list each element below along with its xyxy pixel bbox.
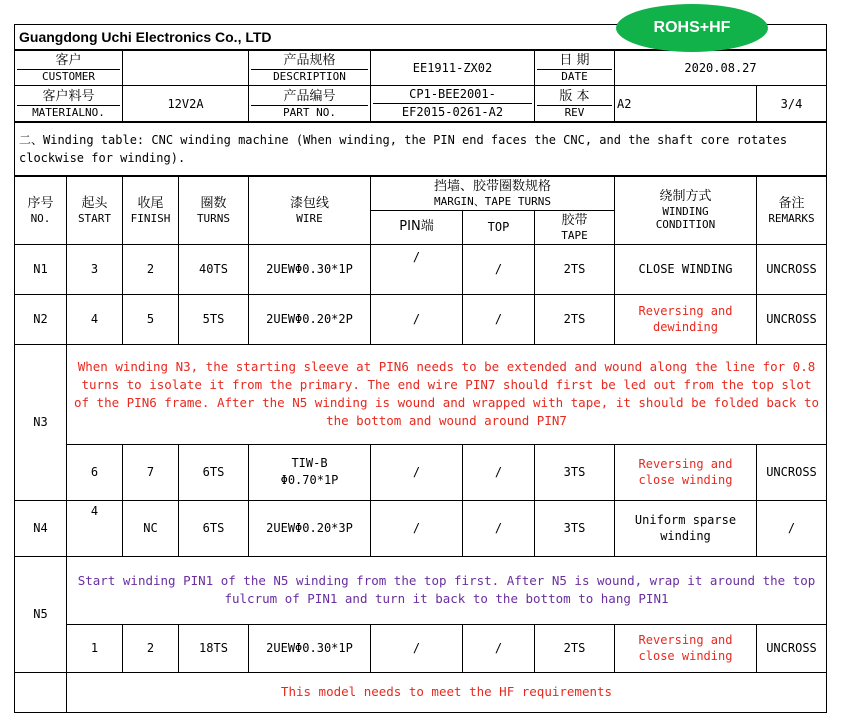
winding-condition: Reversing and close winding bbox=[615, 624, 757, 672]
finish-pin: NC bbox=[123, 500, 179, 556]
start-pin: 1 bbox=[67, 624, 123, 672]
table-row bbox=[15, 444, 827, 500]
wire: TIW-B Φ0.70*1P bbox=[249, 444, 371, 500]
date-label: 日 期 DATE bbox=[535, 50, 615, 86]
table-row bbox=[15, 500, 827, 556]
remarks: / bbox=[757, 500, 827, 556]
pin-end: / bbox=[371, 500, 463, 556]
spec-table bbox=[14, 24, 827, 713]
winding-note: Start winding PIN1 of the N5 winding from the top first. After N5 is wound, wrap it around the top fulcrum of PIN1 and turn it back to the bottom to hang PIN1 bbox=[67, 556, 827, 624]
material-value: 12V2A bbox=[123, 86, 249, 123]
customer-value bbox=[123, 50, 249, 86]
turns: 40TS bbox=[179, 244, 249, 294]
start-pin: 4 bbox=[67, 294, 123, 344]
tape: 2TS bbox=[535, 624, 615, 672]
footer-blank bbox=[15, 672, 67, 712]
partno-label: 产品编号 PART NO. bbox=[249, 86, 371, 123]
start-pin: 3 bbox=[67, 244, 123, 294]
col-top: TOP bbox=[463, 210, 535, 244]
turns: 5TS bbox=[179, 294, 249, 344]
page-number: 3/4 bbox=[757, 86, 827, 123]
material-label: 客户料号 MATERIALNO. bbox=[15, 86, 123, 123]
start-pin: 6 bbox=[67, 444, 123, 500]
top: / bbox=[463, 624, 535, 672]
winding-condition: CLOSE WINDING bbox=[615, 244, 757, 294]
winding-no: N4 bbox=[15, 500, 67, 556]
winding-no: N3 bbox=[15, 344, 67, 500]
pin-end: / bbox=[371, 444, 463, 500]
finish-pin: 2 bbox=[123, 244, 179, 294]
remarks: UNCROSS bbox=[757, 294, 827, 344]
description-label: 产品规格 DESCRIPTION bbox=[249, 50, 371, 86]
partno-value: CP1-BEE2001- EF2015-0261-A2 bbox=[371, 86, 535, 123]
customer-label: 客户 CUSTOMER bbox=[15, 50, 123, 86]
winding-no: N5 bbox=[15, 556, 67, 672]
winding-condition: Reversing and close winding bbox=[615, 444, 757, 500]
pin-end: / bbox=[371, 624, 463, 672]
col-turns: 圈数 TURNS bbox=[179, 176, 249, 244]
wire: 2UEWΦ0.20*3P bbox=[249, 500, 371, 556]
date-value: 2020.08.27 bbox=[615, 50, 827, 86]
rev-value: A2 bbox=[615, 86, 757, 123]
top: / bbox=[463, 294, 535, 344]
turns: 18TS bbox=[179, 624, 249, 672]
remarks: UNCROSS bbox=[757, 624, 827, 672]
wire: 2UEWΦ0.30*1P bbox=[249, 244, 371, 294]
col-start: 起头 START bbox=[67, 176, 123, 244]
description-value: EE1911-ZX02 bbox=[371, 50, 535, 86]
table-row bbox=[15, 244, 827, 294]
top: / bbox=[463, 500, 535, 556]
pin-end: / bbox=[371, 294, 463, 344]
remarks: UNCROSS bbox=[757, 444, 827, 500]
winding-condition: Uniform sparse winding bbox=[615, 500, 757, 556]
table-row bbox=[15, 624, 827, 672]
finish-pin: 7 bbox=[123, 444, 179, 500]
table-row bbox=[15, 294, 827, 344]
rohs-hf-badge: ROHS+HF bbox=[616, 4, 768, 52]
tape: 2TS bbox=[535, 294, 615, 344]
col-tape: 胶带 TAPE bbox=[535, 210, 615, 244]
tape: 3TS bbox=[535, 444, 615, 500]
remarks: UNCROSS bbox=[757, 244, 827, 294]
wire: 2UEWΦ0.30*1P bbox=[249, 624, 371, 672]
winding-note: When winding N3, the starting sleeve at PIN6 needs to be extended and wound along the line for 0.8 turns to isolate it from the primary. The end wire PIN7 should first be led out from the top slot of the PIN6 frame. After the N5 winding is wound and wrapped with tape, it should be folded back to the bottom and wound around PIN7 bbox=[67, 344, 827, 444]
company-name: Guangdong Uchi Electronics Co., LTD bbox=[15, 25, 827, 50]
top: / bbox=[463, 244, 535, 294]
col-remarks: 备注 REMARKS bbox=[757, 176, 827, 244]
col-pin-end: PIN端 bbox=[371, 210, 463, 244]
col-finish: 收尾 FINISH bbox=[123, 176, 179, 244]
pin-end: / bbox=[371, 244, 463, 294]
section-title: 二、Winding table: CNC winding machine (When winding, the PIN end faces the CNC, and the shaft core rotates clockwise for winding). bbox=[15, 122, 827, 176]
turns: 6TS bbox=[179, 500, 249, 556]
tape: 2TS bbox=[535, 244, 615, 294]
tape: 3TS bbox=[535, 500, 615, 556]
winding-condition: Reversing and dewinding bbox=[615, 294, 757, 344]
wire: 2UEWΦ0.20*2P bbox=[249, 294, 371, 344]
col-condition: 绕制方式 WINDING CONDITION bbox=[615, 176, 757, 244]
start-pin: 4 bbox=[67, 500, 123, 556]
finish-pin: 2 bbox=[123, 624, 179, 672]
winding-no: N1 bbox=[15, 244, 67, 294]
top: / bbox=[463, 444, 535, 500]
turns: 6TS bbox=[179, 444, 249, 500]
finish-pin: 5 bbox=[123, 294, 179, 344]
col-wire: 漆包线 WIRE bbox=[249, 176, 371, 244]
col-margin-tape: 挡墙、胶带圈数规格 MARGIN、TAPE TURNS bbox=[371, 176, 615, 210]
rev-label: 版 本 REV bbox=[535, 86, 615, 123]
winding-spec-sheet bbox=[14, 24, 826, 713]
winding-no: N2 bbox=[15, 294, 67, 344]
footer-note: This model needs to meet the HF requirements bbox=[67, 672, 827, 712]
col-no: 序号 NO. bbox=[15, 176, 67, 244]
